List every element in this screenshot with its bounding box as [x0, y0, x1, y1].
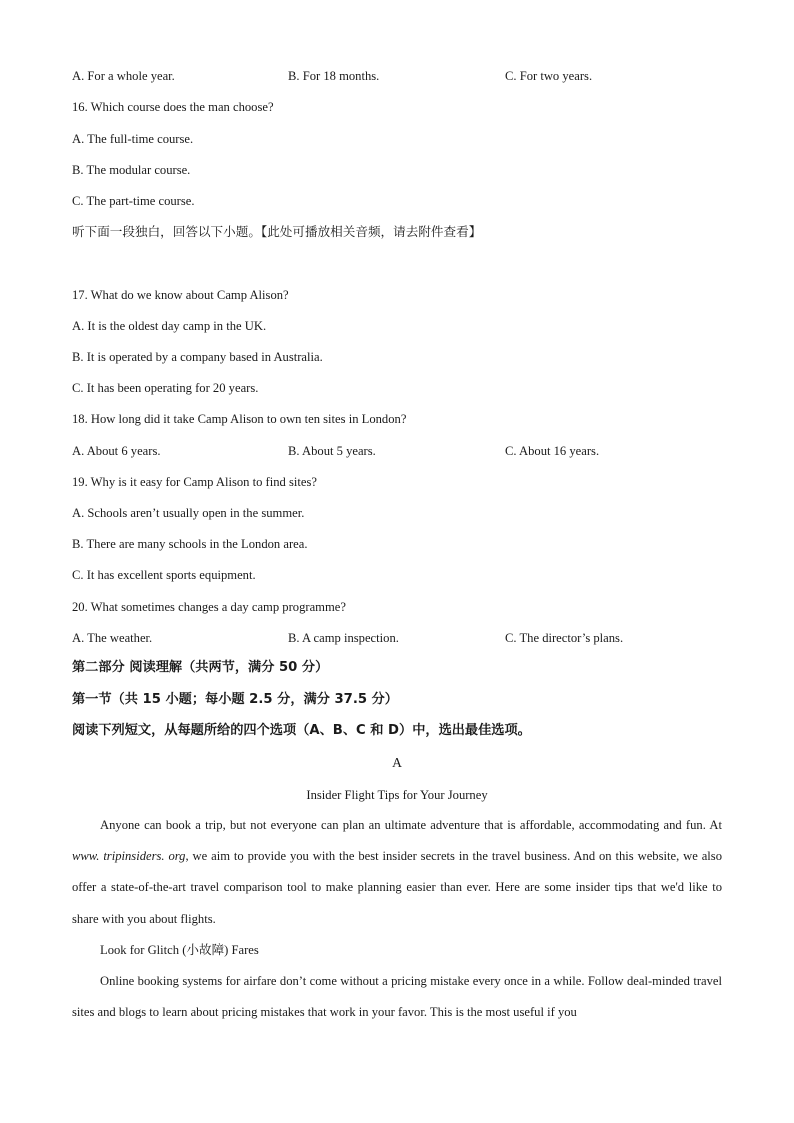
- passage-letter: A: [392, 755, 402, 770]
- paragraph-1-end: , we aim to provide you with the best insider secrets in the travel business. And on this website, we also offer a state-of-the-art travel comparison tool to make planning easier than ever. Here are some insider tips that we'd like to share with you about flights.: [72, 849, 722, 926]
- q16-stem: 16. Which course does the man choose?: [72, 100, 274, 114]
- q19-stem: 19. Why is it easy for Camp Alison to find sites?: [72, 475, 317, 489]
- q18-option-c: C. About 16 years.: [505, 444, 600, 458]
- q20-option-a: A. The weather.: [72, 631, 153, 645]
- q16-option-b: B. The modular course.: [72, 163, 191, 177]
- q17-option-c: C. It has been operating for 20 years.: [72, 381, 259, 395]
- reading-instruction: 阅读下列短文，从每题所给的四个选项（A、B、C 和 D）中，选出最佳选项。: [72, 723, 531, 738]
- section1-heading: 第一节（共 15 小题；每小题 2.5 分，满分 37.5 分）: [72, 692, 398, 707]
- paragraph-1-start: Anyone can book a trip, but not everyone can plan an ultimate adventure that is affordable, accommodating and fun. At: [100, 818, 722, 832]
- website-link: www. tripinsiders. org: [72, 849, 186, 864]
- q15-option-b: B. For 18 months.: [288, 69, 380, 83]
- q20-option-b: B. A camp inspection.: [288, 631, 399, 645]
- q19-option-b: B. There are many schools in the London area.: [72, 537, 308, 551]
- q17-stem: 17. What do we know about Camp Alison?: [72, 288, 289, 302]
- passage-paragraph-1: [72, 810, 722, 935]
- q20-option-c: C. The director’s plans.: [505, 631, 624, 645]
- q16-option-c: C. The part-time course.: [72, 194, 195, 208]
- passage-paragraph-2: Online booking systems for airfare don’t come without a pricing mistake every once in a while. Follow deal-minded travel sites and blogs to learn about pricing mistakes that work in your favor. This is the most useful if you: [72, 974, 722, 1020]
- monologue-instruction: 听下面一段独白，回答以下小题。【此处可播放相关音频，请去附件查看】: [72, 224, 482, 239]
- q18-option-b: B. About 5 years.: [288, 444, 376, 458]
- q15-option-a: A. For a whole year.: [72, 69, 175, 83]
- q18-option-a: A. About 6 years.: [72, 444, 161, 458]
- passage-subheading: Look for Glitch (小故障) Fares: [100, 943, 259, 957]
- q17-option-a: A. It is the oldest day camp in the UK.: [72, 319, 267, 333]
- q20-stem: 20. What sometimes changes a day camp programme?: [72, 600, 346, 614]
- q15-option-c: C. For two years.: [505, 69, 593, 83]
- q16-option-a: A. The full-time course.: [72, 132, 194, 146]
- q19-option-a: A. Schools aren’t usually open in the summer.: [72, 506, 305, 520]
- passage-title: Insider Flight Tips for Your Journey: [306, 788, 488, 802]
- q19-option-c: C. It has excellent sports equipment.: [72, 568, 256, 582]
- q18-stem: 18. How long did it take Camp Alison to own ten sites in London?: [72, 412, 407, 426]
- q17-option-b: B. It is operated by a company based in Australia.: [72, 350, 323, 364]
- part2-heading: 第二部分 阅读理解（共两节，满分 50 分）: [72, 660, 329, 675]
